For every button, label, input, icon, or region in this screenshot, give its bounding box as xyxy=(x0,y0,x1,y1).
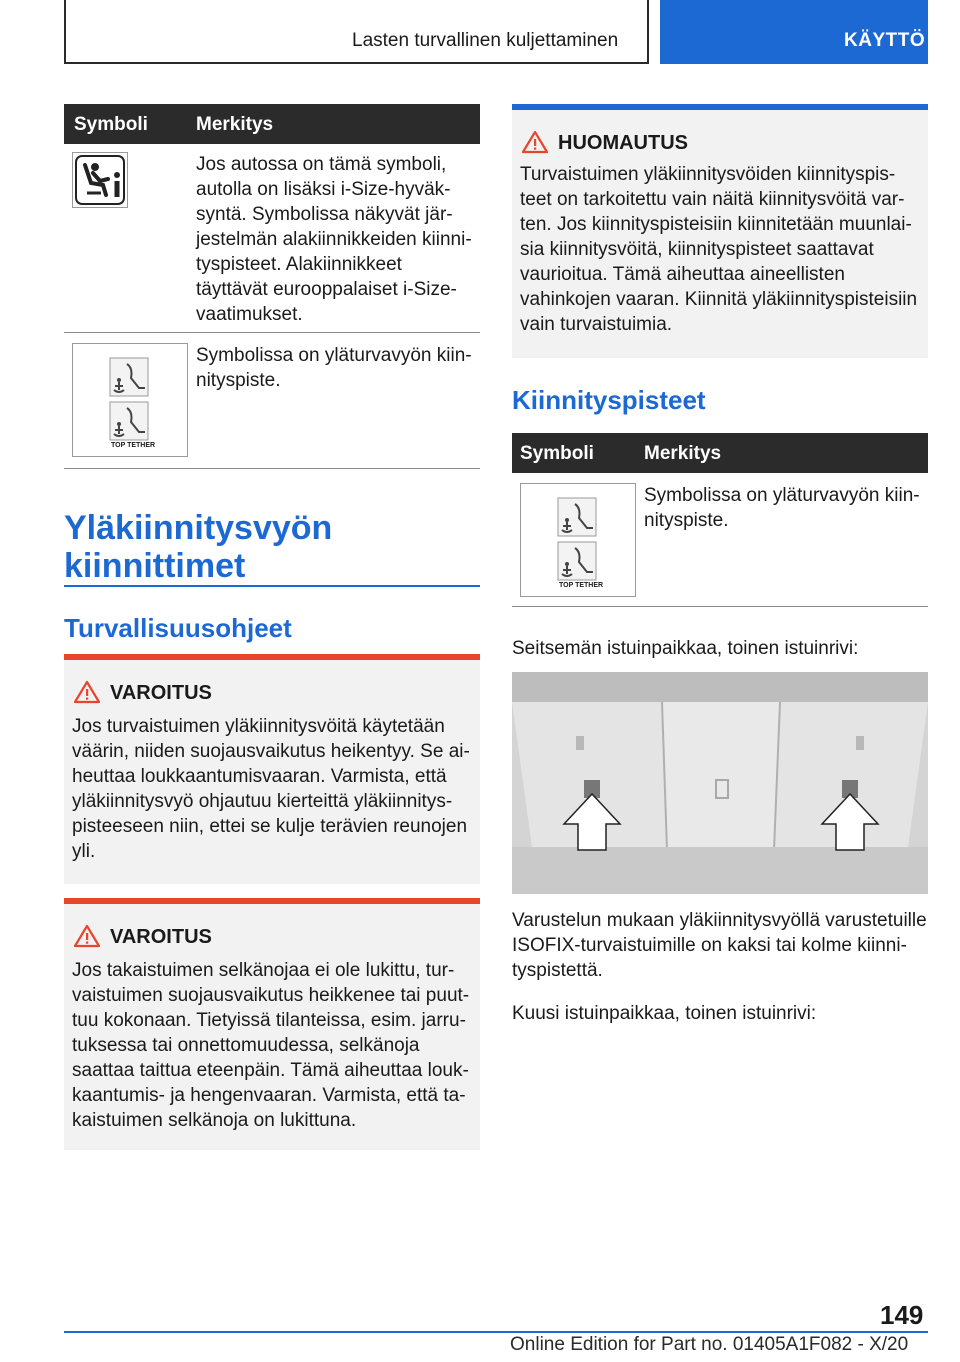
section-heading: Yläkiinnitysvyön kiinnittimet xyxy=(64,509,333,585)
col-symbol-header: Symboli xyxy=(74,114,148,135)
top-tether-label: TOP TETHER xyxy=(559,582,604,589)
footer-edition[interactable]: Online Edition for Part no. 01405A1F082 - X/20 xyxy=(510,1334,909,1355)
equipment-paragraph: Varustelun mukaan yläkiinnitysvyöllä varustetuille ISOFIX-turvaistuimille on kaksi tai kolme kiinnityspistettä. xyxy=(512,910,927,981)
warning-box xyxy=(64,654,480,884)
notice-triangle-icon xyxy=(522,130,548,154)
seven-seats-caption: Seitsemän istuinpaikkaa, toinen istuinrivi: xyxy=(512,638,859,659)
row-description: Jos autossa on tämä symboli, autolla on lisäksi i-Size-hyväksyntä. Symbolissa näkyvät järjestelmän alakiinnikkeiden kiinnityspisteet. Alakiinnikkeet täyttävät eurooppalaiset i-Size-vaatimukset. xyxy=(196,154,472,325)
row-description: Symbolissa on yläturvavyön kiinnityspiste. xyxy=(644,485,920,531)
col-symbol-header: Symboli xyxy=(520,443,594,464)
table-row xyxy=(64,333,480,469)
six-seats-caption: Kuusi istuinpaikkaa, toinen istuinrivi: xyxy=(512,1003,817,1024)
page-number: 149 xyxy=(880,1300,924,1330)
notice-text: Turvaistuimen yläkiinnitysvöiden kiinnityspisteet on tarkoitettu vain näitä kiinnitysvöitä varten. Jos kiinnityspisteisiin kiinnitetään muunlaisia kiinnitysvöitä, kiinnityspisteet saattavat vaurioitua. Tämä aiheuttaa aineellisten vahinkojen vaaran. Kiinnitä yläkiinnityspisteisiin vain turvaistuimia. xyxy=(520,164,918,335)
warning-bar xyxy=(64,898,480,904)
symbol-table-right xyxy=(512,433,928,607)
top-tether-icon xyxy=(520,483,636,597)
warning-triangle-icon xyxy=(74,924,100,948)
footer-rule xyxy=(64,1331,928,1333)
symbol-table-left xyxy=(64,104,480,469)
notice-bar xyxy=(512,104,928,110)
warning-text: Jos turvaistuimen yläkiinnitysvöitä käytetään väärin, niiden suojausvaikutus heikentyy. Se aiheuttaa loukkaantumisvaaran. Varmista, että yläkiinnitysvyö ohjautuu kierteittä yläkiinnityspisteeseen niin, ettei se kulje terävien reunojen yli. xyxy=(72,716,470,862)
seat-anchor-photo xyxy=(512,672,928,894)
warning-text: Jos takaistuimen selkänojaa ei ole lukittu, turvaistuimen suojausvaikutus heikkenee tai puuttuu kokonaan. Tietyissä tilanteissa, esim. jarrutuksessa tai onnettomuudessa, selkänoja saattaa taittua eteenpäin. Tämä aiheuttaa loukkaantumis- ja hengenvaaran. Varmista, että takaistuimen selkänoja on lukittuna. xyxy=(72,960,470,1131)
warning-bar xyxy=(64,654,480,660)
table-header xyxy=(512,433,928,473)
chapter-tab[interactable] xyxy=(660,0,928,64)
table-row xyxy=(512,473,928,607)
warning-title: VAROITUS xyxy=(110,682,212,704)
notice-box xyxy=(512,104,928,358)
heading-rule xyxy=(64,585,480,587)
top-tether-icon xyxy=(72,343,188,457)
col-meaning-header: Merkitys xyxy=(644,443,722,464)
warning-title: VAROITUS xyxy=(110,926,212,948)
top-tether-label: TOP TETHER xyxy=(111,442,156,449)
warning-box xyxy=(64,898,480,1150)
table-header xyxy=(64,104,480,144)
anchors-heading: Kiinnityspisteet xyxy=(512,385,706,415)
chapter-label: KÄYTTÖ xyxy=(844,30,926,51)
isofix-child-seat-info-icon xyxy=(72,152,128,208)
row-description: Symbolissa on yläturvavyön kiinnityspiste. xyxy=(196,345,472,391)
table-row xyxy=(64,144,480,333)
warning-triangle-icon xyxy=(74,680,100,704)
section-title: Lasten turvallinen kuljettaminen xyxy=(352,30,619,51)
notice-title: HUOMAUTUS xyxy=(558,132,688,154)
sub-heading: Turvallisuusohjeet xyxy=(64,613,292,643)
col-meaning-header: Merkitys xyxy=(196,114,274,135)
